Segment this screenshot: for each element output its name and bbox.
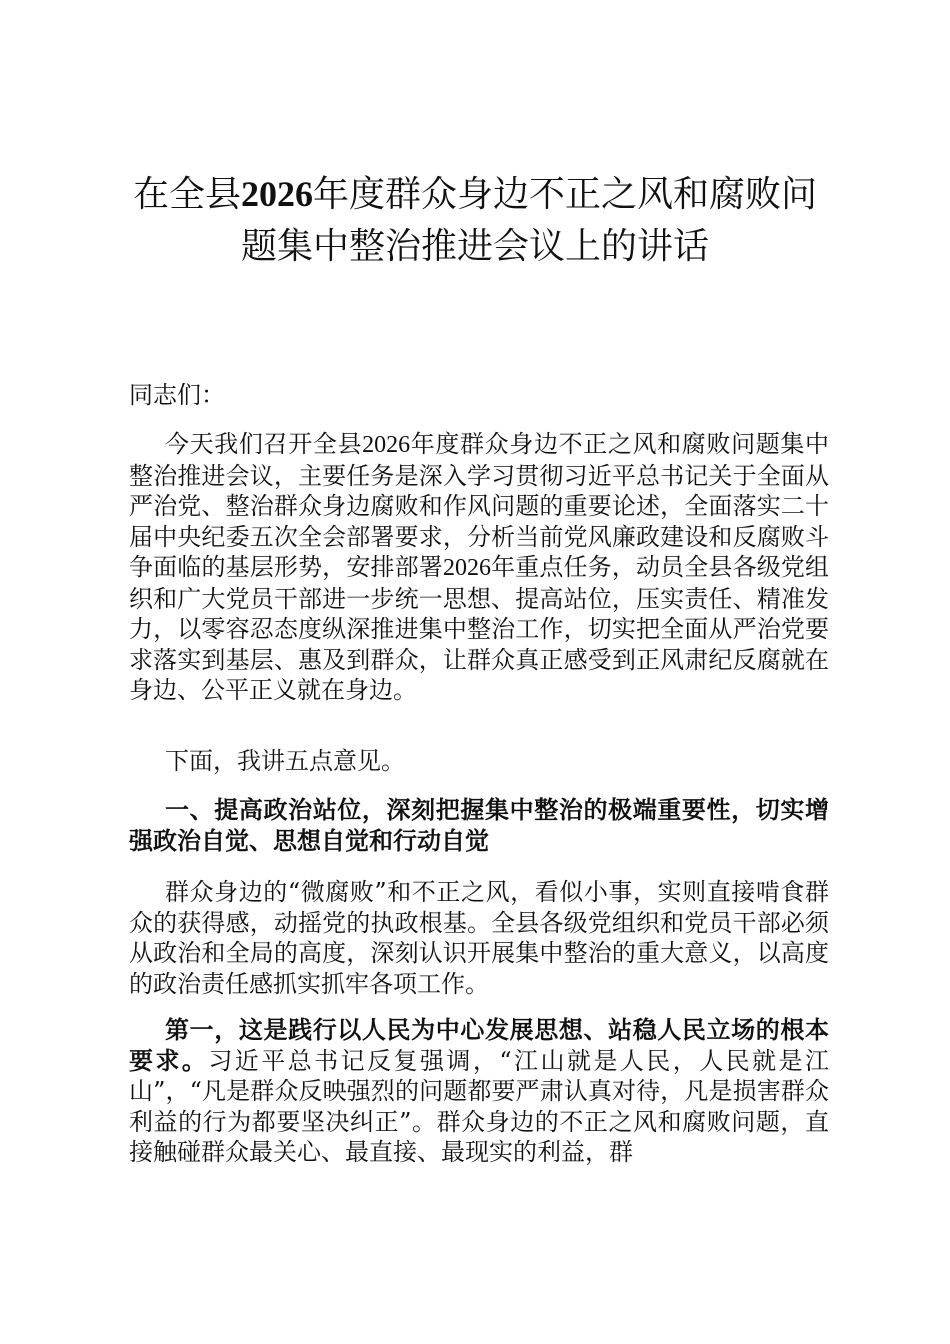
paragraph-outline: 下面，我讲五点意见。: [165, 747, 405, 775]
title-line-2: 题集中整治推进会议上的讲话: [240, 226, 709, 267]
point-lead: 第一，这是践行以人民为中心发展思想、站稳人民立场的根本要求。: [129, 1015, 829, 1075]
salutation: 同志们：: [129, 381, 225, 409]
title-line-1: [0, 168, 950, 221]
paragraph-point-1: [129, 1015, 829, 1168]
title-text: 在全县: [132, 174, 241, 215]
section-heading-1: 一、提高政治站位，深刻把握集中整治的极端重要性，切实增强政治自觉、思想自觉和行动自觉: [129, 795, 829, 855]
paragraph-text: 年度群众身边不正之风和腐败问题集中整治推进会议，主要任务是深入学习贯彻习近平总书记关于全面从严治党、整治群众身边腐败和作风问题的重要论述，全面落实二十届中央纪委五次全会部署要求，分析当前党风廉政建设和反腐败斗争面临的基层形势，安排部署: [129, 430, 830, 581]
paragraph-text: 习近平总书记反复强调，“江山就是人民，人民就是江山”，“凡是群众反映强烈的问题都要严肃认真对待，凡是损害群众利益的行为都要坚决纠正”。群众身边的不正之风和腐败问题，直接触碰群众最关心、最直接、最现实的利益，群: [129, 1046, 829, 1166]
paragraph-intro: [129, 429, 829, 706]
year-number: 2026: [362, 432, 411, 458]
title-text: 年度群众身边不正之风和腐败问: [313, 174, 818, 215]
paragraph-text: 年重点任务，动员全县各级党组织和广大党员干部进一步统一思想、提高站位，压实责任、精准发力，以零容忍态度纵深推进集中整治工作，切实把全面从严治党要求落实到基层、惠及到群众，让群众真正感受到正风肃纪反腐就在身边、公平正义就在身边。: [129, 553, 830, 704]
document-title: [0, 168, 950, 273]
title-year: 2026: [241, 174, 313, 214]
year-number: 2026: [442, 555, 491, 581]
paragraph-section-1-intro: 群众身边的“微腐败”和不正之风，看似小事，实则直接啃食群众的获得感，动摇党的执政根基。全县各级党组织和党员干部必须从政治和全局的高度，深刻认识开展集中整治的重大意义，以高度的政治责任感抓实抓牢各项工作。: [129, 878, 829, 998]
paragraph-text: 今天我们召开全县: [165, 430, 363, 458]
